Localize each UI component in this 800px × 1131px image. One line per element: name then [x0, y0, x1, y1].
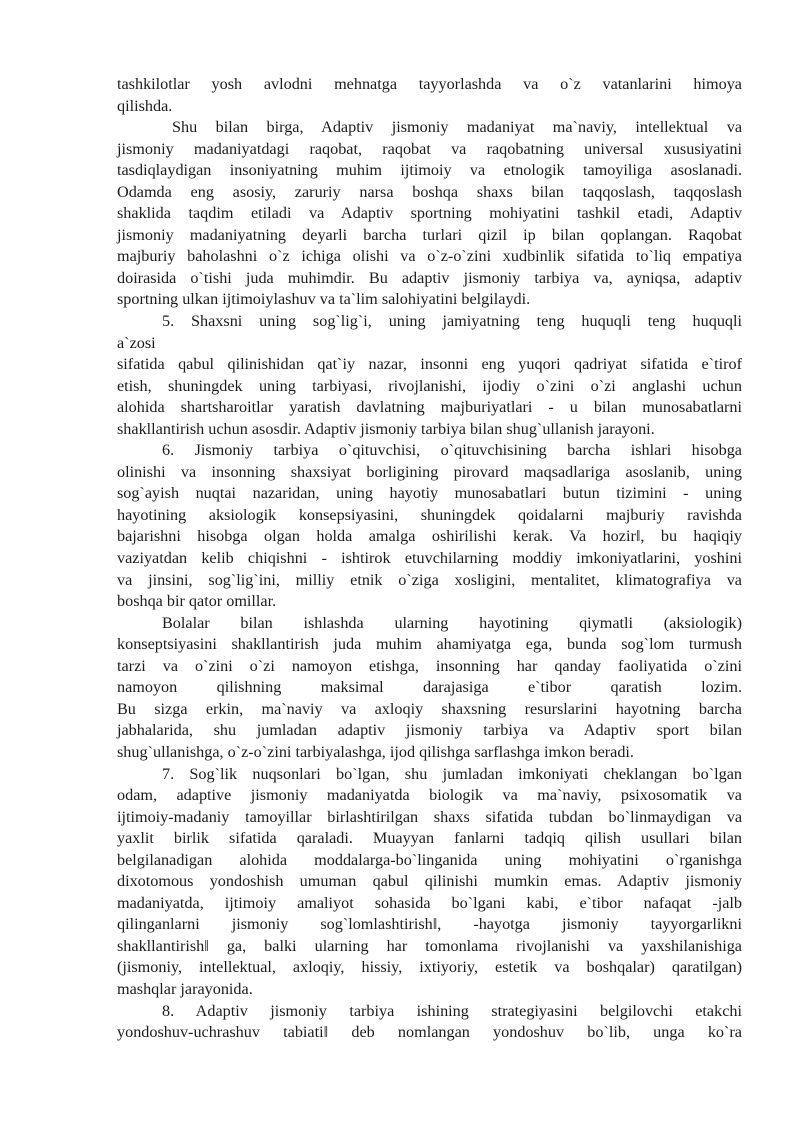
text-line: konseptsiyasini shakllantirish juda muhim ahamiyatga ega, bunda sog`lom turmush: [117, 635, 742, 654]
text-line: madaniyatda, ijtimoiy amaliyot sohasida bo`lgani kabi, e`tibor nafaqat -jalb: [117, 893, 742, 912]
text-line: mashqlar jarayonida.: [117, 979, 253, 998]
text-line: dixotomous yondoshish umuman qabul qilinishi mumkin emas. Adaptiv jismoniy: [117, 872, 742, 891]
text-line: jismoniy madaniyatning deyarli barcha turlari qizil ip bilan qoplangan. Raqobat: [117, 225, 742, 244]
text-line: 8. Adaptiv jismoniy tarbiya ishining strategiyasini belgilovchi etakchi: [162, 1001, 742, 1020]
text-line: boshqa bir qator omillar.: [117, 592, 277, 611]
text-line: 5. Shaxsni uning sog`lig`i, uning jamiyatning teng huquqli teng huquqli: [162, 312, 742, 331]
text-line: tarzi va o`zini o`zi namoyon etishga, insonning har qanday faoliyatida o`zini: [117, 656, 742, 675]
text-line: alohida shartsharoitlar yaratish davlatning majburiyatlari - u bilan munosabatlarni: [117, 398, 742, 417]
text-line: Shu bilan birga, Adaptiv jismoniy madaniyat ma`naviy, intellektual va: [172, 118, 742, 137]
text-line: sportning ulkan ijtimoiylashuv va ta`lim salohiyatini belgilaydi.: [117, 290, 531, 309]
text-line: yaxlit birlik sifatida qaraladi. Muayyan fanlarni tadqiq qilish usullari bilan: [117, 829, 742, 848]
text-line: bajarishni hisobga olgan holda amalga oshirilishi kerak. Va hozir‖, bu haqiqiy: [117, 527, 742, 546]
text-line: 7. Sog`lik nuqsonlari bo`lgan, shu jumladan imkoniyati cheklangan bo`lgan: [162, 764, 742, 783]
text-line: va jinsini, sog`lig`ini, milliy etnik o`ziga xosligini, mentalitet, klimatografiya va: [117, 570, 742, 589]
text-line: shakllantirish uchun asosdir. Adaptiv jismoniy tarbiya bilan shug`ullanish jarayoni.: [117, 419, 655, 438]
text-line: namoyon qilishning maksimal darajasiga e`tibor qaratish lozim.: [117, 678, 742, 697]
text-line: yondoshuv-uchrashuv tabiati‖ deb nomlangan yondoshuv bo`lib, unga ko`ra: [117, 1023, 742, 1042]
text-line: belgilanadigan alohida moddalarga-bo`linganida uning mohiyatini o`rganishga: [117, 850, 742, 869]
text-line: shug`ullanishga, o`z-o`zini tarbiyalashga, ijod qilishga sarflashga imkon beradi.: [117, 742, 634, 761]
text-line: a`zosi: [117, 333, 156, 352]
text-line: doirasida o`tishi juda muhimdir. Bu adaptiv jismoniy tarbiya va, ayniqsa, adaptiv: [117, 268, 742, 287]
text-line: vaziyatdan kelib chiqishni - ishtirok etuvchilarning moddiy imkoniyatlarini, yoshini: [117, 549, 742, 568]
text-line: qilishda.: [117, 96, 173, 115]
text-line: Bolalar bilan ishlashda ularning hayotining qiymatli (aksiologik): [162, 613, 742, 632]
text-line: sog`ayish nuqtai nazaridan, uning hayotiy munosabatlari butun tizimini - uning: [117, 484, 742, 503]
text-line: qilinganlarni jismoniy sog`lomlashtirish‖, -hayotga jismoniy tayyorgarlikni: [117, 915, 742, 934]
text-line: jabhalarida, shu jumladan adaptiv jismoniy tarbiya va Adaptiv sport bilan: [117, 721, 742, 740]
text-line: Odamda eng asosiy, zaruriy narsa boshqa shaxs bilan taqqoslash, taqqoslash: [117, 182, 742, 201]
text-line: 6. Jismoniy tarbiya o`qituvchisi, o`qituvchisining barcha ishlari hisobga: [162, 441, 742, 460]
text-line: majburiy baholashni o`z ichiga olishi va o`z-o`zini xudbinlik sifatida to`liq empatiya: [117, 247, 742, 266]
text-line: tashkilotlar yosh avlodni mehnatga tayyorlashda va o`z vatanlarini himoya: [117, 75, 742, 93]
text-line: hayotining aksiologik konsepsiyasini, shuningdek qoidalarni majburiy ravishda: [117, 505, 742, 524]
text-line: etish, shuningdek uning tarbiyasi, rivojlanishi, ijodiy o`zini o`zi anglashi uchun: [117, 376, 742, 395]
text-line: olinishi va insonning shaxsiyat borligining pirovard maqsadlariga asoslanib, uning: [117, 462, 742, 481]
text-line: sifatida qabul qilinishidan qat`iy nazar, insonni eng yuqori qadriyat sifatida e`tirof: [117, 355, 742, 374]
text-line: shakllantirish‖ ga, balki ularning har tomonlama rivojlanishi va yaxshilanishiga: [117, 936, 742, 955]
text-line: Bu sizga erkin, ma`naviy va axloqiy shaxsning resurslarini hayotning barcha: [117, 699, 742, 718]
text-line: shaklida taqdim etiladi va Adaptiv sportning mohiyatini tashkil etadi, Adaptiv: [117, 204, 742, 223]
text-line: odam, adaptive jismoniy madaniyatda biologik va ma`naviy, psixosomatik va: [117, 786, 742, 805]
text-line: jismoniy madaniyatdagi raqobat, raqobat va raqobatning universal xususiyatini: [117, 139, 742, 158]
text-line: tasdiqlaydigan insoniyatning muhim ijtimoiy va etnologik tamoyiliga asoslanadi.: [117, 161, 742, 180]
text-line: ijtimoiy-madaniy tamoyillar birlashtirilgan shaxs sifatida tubdan bo`linmaydigan va: [117, 807, 742, 826]
text-line: (jismoniy, intellektual, axloqiy, hissiy, ixtiyoriy, estetik va boshqalar) qaratilgan): [117, 958, 742, 977]
document-page: [117, 74, 742, 1044]
